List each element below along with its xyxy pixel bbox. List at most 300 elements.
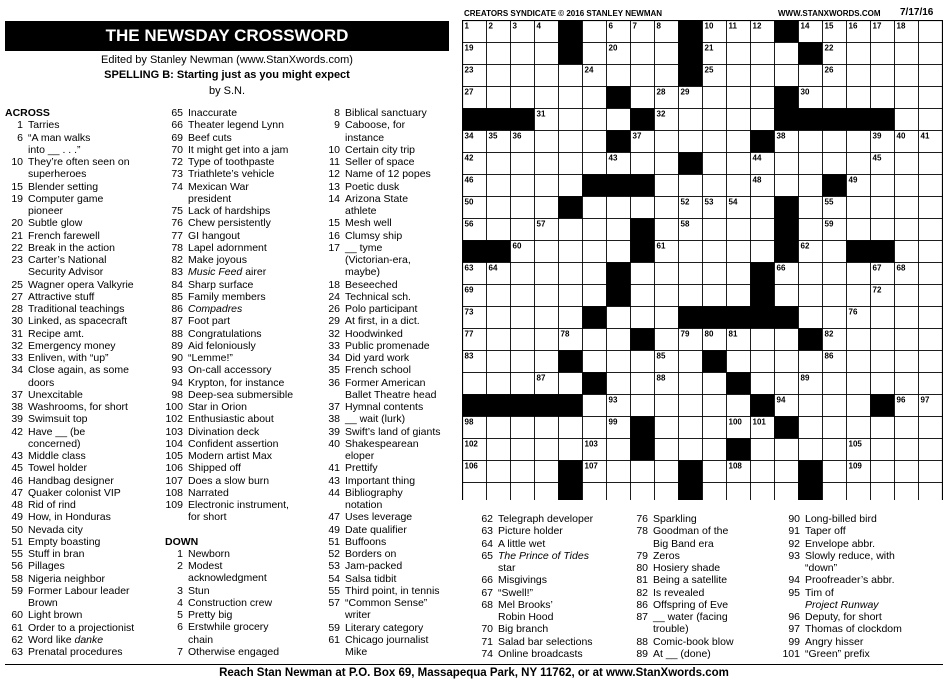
grid-cell[interactable] — [679, 439, 703, 461]
grid-cell[interactable] — [607, 307, 631, 329]
clue-text: Order to a projectionist — [28, 621, 135, 634]
grid-cell[interactable] — [655, 417, 679, 439]
grid-cell[interactable] — [535, 329, 559, 351]
grid-cell[interactable] — [919, 439, 943, 461]
grid-cell[interactable] — [727, 175, 751, 197]
grid-cell[interactable] — [727, 285, 751, 307]
grid-cell[interactable] — [775, 373, 799, 395]
grid-cell[interactable] — [919, 461, 943, 483]
grid-cell[interactable] — [583, 417, 607, 439]
grid-cell[interactable] — [847, 219, 871, 241]
grid-cell[interactable] — [895, 483, 919, 501]
grid-cell[interactable] — [487, 373, 511, 395]
grid-cell[interactable] — [487, 43, 511, 65]
grid-cell[interactable] — [535, 351, 559, 373]
grid-cell[interactable] — [655, 329, 679, 351]
grid-cell[interactable] — [535, 197, 559, 219]
grid-cell[interactable] — [895, 461, 919, 483]
grid-cell[interactable] — [583, 219, 607, 241]
grid-cell[interactable] — [559, 417, 583, 439]
grid-cell[interactable] — [511, 307, 535, 329]
grid-cell[interactable] — [511, 351, 535, 373]
grid-cell[interactable] — [895, 439, 919, 461]
grid-cell[interactable] — [751, 439, 775, 461]
grid-cell[interactable] — [583, 241, 607, 263]
grid-cell[interactable] — [919, 307, 943, 329]
grid-cell[interactable] — [511, 285, 535, 307]
clue-105 — [165, 450, 328, 462]
grid-cell[interactable] — [895, 175, 919, 197]
grid-cell[interactable] — [679, 263, 703, 285]
grid-cell[interactable] — [535, 131, 559, 153]
grid-cell[interactable] — [607, 461, 631, 483]
clue-97 — [782, 623, 942, 635]
grid-cell[interactable] — [535, 483, 559, 501]
grid-cell[interactable] — [727, 219, 751, 241]
grid-cell[interactable] — [775, 483, 799, 501]
grid-cell[interactable] — [583, 21, 607, 43]
grid-cell[interactable] — [535, 439, 559, 461]
grid-cell[interactable] — [559, 307, 583, 329]
grid-cell[interactable] — [631, 307, 655, 329]
grid-cell[interactable] — [919, 219, 943, 241]
grid-cell[interactable] — [679, 285, 703, 307]
grid-cell[interactable] — [895, 43, 919, 65]
grid-cell[interactable] — [871, 483, 895, 501]
grid-cell[interactable] — [703, 241, 727, 263]
grid-cell[interactable] — [607, 65, 631, 87]
grid-cell[interactable] — [631, 351, 655, 373]
grid-cell[interactable] — [727, 153, 751, 175]
grid-cell[interactable] — [631, 483, 655, 501]
grid-cell[interactable] — [847, 131, 871, 153]
grid-cell[interactable] — [895, 373, 919, 395]
grid-cell[interactable] — [751, 351, 775, 373]
grid-cell[interactable] — [823, 263, 847, 285]
grid-cell[interactable] — [583, 483, 607, 501]
grid-cell[interactable] — [655, 395, 679, 417]
grid-cell[interactable] — [895, 109, 919, 131]
grid-cell[interactable] — [487, 219, 511, 241]
grid-cell[interactable] — [679, 131, 703, 153]
grid-cell[interactable] — [655, 439, 679, 461]
grid-cell[interactable] — [799, 439, 823, 461]
grid-cell[interactable] — [535, 153, 559, 175]
grid-cell[interactable] — [703, 461, 727, 483]
clue-number: 103 — [165, 425, 183, 438]
grid-cell[interactable] — [871, 329, 895, 351]
grid-cell[interactable] — [823, 461, 847, 483]
grid-cell[interactable] — [655, 219, 679, 241]
grid-cell[interactable] — [799, 307, 823, 329]
grid-cell[interactable] — [919, 153, 943, 175]
grid-cell[interactable] — [919, 241, 943, 263]
clue-number: 100 — [165, 401, 183, 413]
grid-cell[interactable] — [895, 241, 919, 263]
grid-cell[interactable] — [871, 175, 895, 197]
grid-cell[interactable] — [559, 175, 583, 197]
grid-cell[interactable] — [703, 439, 727, 461]
grid-cell[interactable] — [895, 351, 919, 373]
grid-cell[interactable] — [559, 439, 583, 461]
grid-cell[interactable] — [895, 197, 919, 219]
grid-cell[interactable] — [559, 87, 583, 109]
grid-cell[interactable] — [847, 65, 871, 87]
grid-cell[interactable] — [919, 351, 943, 373]
grid-cell[interactable] — [799, 395, 823, 417]
grid-cell[interactable] — [871, 373, 895, 395]
grid-cell[interactable] — [775, 175, 799, 197]
grid-cell[interactable] — [799, 175, 823, 197]
grid-cell[interactable] — [895, 87, 919, 109]
grid-cell[interactable] — [559, 241, 583, 263]
grid-cell[interactable] — [487, 175, 511, 197]
grid-cell[interactable] — [487, 351, 511, 373]
grid-cell[interactable] — [535, 263, 559, 285]
grid-cell[interactable] — [511, 197, 535, 219]
grid-cell[interactable] — [583, 395, 607, 417]
grid-cell[interactable] — [895, 417, 919, 439]
grid-cell[interactable] — [559, 153, 583, 175]
grid-cell[interactable] — [751, 461, 775, 483]
grid-cell[interactable] — [727, 263, 751, 285]
grid-cell[interactable] — [631, 153, 655, 175]
grid-cell[interactable] — [799, 351, 823, 373]
grid-cell[interactable] — [919, 373, 943, 395]
grid-cell[interactable] — [823, 439, 847, 461]
grid-cell[interactable] — [847, 395, 871, 417]
grid-cell[interactable] — [775, 65, 799, 87]
grid-cell[interactable] — [583, 109, 607, 131]
grid-cell[interactable] — [703, 395, 727, 417]
grid-cell[interactable] — [655, 65, 679, 87]
grid-cell[interactable] — [487, 329, 511, 351]
grid-cell[interactable] — [799, 263, 823, 285]
grid-cell[interactable] — [607, 439, 631, 461]
grid-cell[interactable] — [631, 285, 655, 307]
grid-cell[interactable] — [703, 109, 727, 131]
grid-cell[interactable] — [727, 43, 751, 65]
grid-cell[interactable] — [463, 373, 487, 395]
grid-cell[interactable] — [703, 219, 727, 241]
grid-cell[interactable] — [847, 263, 871, 285]
clue-number: 106 — [165, 462, 183, 475]
grid-cell[interactable] — [871, 307, 895, 329]
grid-cell[interactable] — [607, 483, 631, 501]
grid-cell[interactable] — [535, 307, 559, 329]
grid-cell[interactable] — [871, 417, 895, 439]
grid-cell[interactable] — [559, 65, 583, 87]
grid-cell[interactable] — [703, 373, 727, 395]
grid-cell[interactable] — [919, 285, 943, 307]
grid-cell[interactable] — [607, 241, 631, 263]
grid-cell[interactable] — [703, 87, 727, 109]
clue-number: 13 — [328, 180, 340, 193]
grid-cell[interactable] — [487, 153, 511, 175]
grid-cell[interactable] — [511, 329, 535, 351]
grid-cell[interactable] — [871, 219, 895, 241]
grid-cell[interactable] — [679, 417, 703, 439]
grid-cell[interactable] — [919, 329, 943, 351]
grid-cell[interactable] — [487, 417, 511, 439]
grid-cell[interactable] — [487, 439, 511, 461]
grid-cell[interactable] — [823, 483, 847, 501]
grid-cell[interactable] — [535, 241, 559, 263]
grid-cell[interactable] — [823, 131, 847, 153]
grid-cell[interactable] — [799, 417, 823, 439]
grid-cell[interactable] — [511, 153, 535, 175]
grid-cell[interactable] — [919, 87, 943, 109]
grid-cell[interactable] — [559, 263, 583, 285]
grid-cell[interactable] — [655, 153, 679, 175]
grid-cell[interactable] — [487, 87, 511, 109]
grid-cell[interactable] — [535, 461, 559, 483]
grid-cell[interactable] — [559, 285, 583, 307]
grid-cell[interactable] — [655, 307, 679, 329]
grid-cell[interactable] — [823, 417, 847, 439]
grid-cell[interactable] — [823, 87, 847, 109]
grid-cell[interactable] — [559, 109, 583, 131]
grid-cell[interactable] — [535, 417, 559, 439]
grid-cell[interactable] — [847, 197, 871, 219]
grid-cell[interactable] — [559, 219, 583, 241]
grid-cell[interactable] — [631, 373, 655, 395]
grid-cell[interactable] — [823, 307, 847, 329]
grid-cell[interactable] — [559, 373, 583, 395]
grid-cell[interactable] — [823, 373, 847, 395]
clue-text: Otherwise engaged — [188, 645, 280, 658]
grid-cell[interactable] — [847, 483, 871, 501]
grid-cell[interactable] — [919, 417, 943, 439]
grid-cell[interactable] — [679, 351, 703, 373]
grid-cell[interactable] — [847, 373, 871, 395]
grid-cell[interactable] — [511, 219, 535, 241]
grid-cell[interactable] — [511, 43, 535, 65]
grid-cell[interactable] — [871, 87, 895, 109]
grid-cell[interactable] — [583, 87, 607, 109]
grid-cell[interactable] — [631, 87, 655, 109]
grid-cell[interactable] — [751, 109, 775, 131]
grid-cell[interactable] — [703, 131, 727, 153]
grid-cell[interactable] — [871, 351, 895, 373]
grid-cell[interactable] — [655, 175, 679, 197]
grid-cell[interactable] — [607, 109, 631, 131]
grid-cell[interactable] — [631, 65, 655, 87]
grid-cell[interactable] — [847, 329, 871, 351]
grid-cell[interactable] — [727, 87, 751, 109]
grid-cell[interactable] — [847, 351, 871, 373]
grid-cell[interactable] — [511, 373, 535, 395]
cell-number: 73 — [464, 307, 474, 317]
grid-cell[interactable] — [919, 175, 943, 197]
grid-cell[interactable] — [919, 65, 943, 87]
grid-cell[interactable] — [511, 483, 535, 501]
grid-cell[interactable] — [583, 153, 607, 175]
grid-cell[interactable] — [751, 329, 775, 351]
grid-cell[interactable] — [847, 153, 871, 175]
grid-cell[interactable] — [775, 43, 799, 65]
grid-cell[interactable] — [895, 285, 919, 307]
grid-cell[interactable] — [847, 417, 871, 439]
grid-cell[interactable] — [487, 65, 511, 87]
grid-cell[interactable] — [799, 153, 823, 175]
grid-cell[interactable] — [679, 175, 703, 197]
grid-cell[interactable] — [895, 153, 919, 175]
grid-cell[interactable] — [511, 65, 535, 87]
grid-cell[interactable] — [919, 21, 943, 43]
grid-cell[interactable] — [919, 197, 943, 219]
grid-cell[interactable] — [607, 329, 631, 351]
clue-text: Telegraph developer — [498, 513, 594, 525]
grid-cell[interactable] — [487, 461, 511, 483]
grid-cell[interactable] — [487, 197, 511, 219]
clue-86 — [165, 303, 328, 315]
grid-cell[interactable] — [703, 175, 727, 197]
cell-number: 99 — [608, 417, 618, 427]
grid-cell[interactable] — [679, 395, 703, 417]
grid-cell[interactable] — [511, 461, 535, 483]
black-square — [607, 87, 631, 109]
grid-cell[interactable] — [607, 373, 631, 395]
grid-cell[interactable] — [511, 87, 535, 109]
grid-cell[interactable] — [727, 131, 751, 153]
grid-cell[interactable] — [583, 197, 607, 219]
grid-cell[interactable] — [751, 373, 775, 395]
grid-cell[interactable] — [799, 285, 823, 307]
grid-cell[interactable] — [775, 329, 799, 351]
grid-cell[interactable] — [919, 109, 943, 131]
grid-cell[interactable] — [895, 307, 919, 329]
grid-cell[interactable] — [655, 285, 679, 307]
grid-cell[interactable] — [583, 43, 607, 65]
grid-cell[interactable] — [919, 43, 943, 65]
grid-cell[interactable] — [535, 65, 559, 87]
grid-cell[interactable] — [583, 351, 607, 373]
grid-cell[interactable] — [631, 395, 655, 417]
grid-cell[interactable] — [751, 65, 775, 87]
grid-cell[interactable] — [727, 483, 751, 501]
grid-cell[interactable] — [487, 483, 511, 501]
grid-cell[interactable] — [511, 417, 535, 439]
grid-cell[interactable] — [607, 197, 631, 219]
grid-cell[interactable] — [583, 131, 607, 153]
grid-cell[interactable] — [847, 285, 871, 307]
grid-cell[interactable] — [511, 439, 535, 461]
grid-cell[interactable] — [871, 461, 895, 483]
grid-cell[interactable] — [631, 461, 655, 483]
grid-cell[interactable] — [775, 461, 799, 483]
grid-cell[interactable] — [727, 351, 751, 373]
crossword-grid[interactable] — [462, 20, 943, 500]
grid-cell[interactable] — [631, 197, 655, 219]
grid-cell[interactable] — [679, 241, 703, 263]
grid-cell[interactable] — [727, 109, 751, 131]
grid-cell[interactable] — [607, 351, 631, 373]
grid-cell[interactable] — [823, 241, 847, 263]
grid-cell[interactable] — [535, 285, 559, 307]
grid-cell[interactable] — [655, 461, 679, 483]
grid-cell[interactable] — [799, 197, 823, 219]
grid-cell[interactable] — [631, 263, 655, 285]
grid-cell[interactable] — [751, 483, 775, 501]
grid-cell[interactable] — [799, 219, 823, 241]
grid-cell[interactable] — [679, 109, 703, 131]
grid-cell[interactable] — [823, 153, 847, 175]
grid-cell[interactable] — [823, 285, 847, 307]
grid-cell[interactable] — [895, 329, 919, 351]
grid-cell[interactable] — [607, 219, 631, 241]
grid-cell[interactable] — [703, 153, 727, 175]
clue-number: 31 — [11, 327, 23, 340]
clue-number: 70 — [481, 623, 493, 636]
grid-cell[interactable] — [871, 197, 895, 219]
grid-cell[interactable] — [679, 373, 703, 395]
grid-cell[interactable] — [511, 263, 535, 285]
grid-cell[interactable] — [799, 131, 823, 153]
grid-cell[interactable] — [823, 395, 847, 417]
clue-text: Wagner opera Valkyrie — [28, 278, 134, 291]
grid-cell[interactable] — [583, 329, 607, 351]
grid-cell[interactable] — [535, 175, 559, 197]
grid-cell[interactable] — [655, 131, 679, 153]
grid-cell[interactable] — [775, 153, 799, 175]
grid-cell[interactable] — [655, 197, 679, 219]
clue-text: A little wet — [498, 537, 546, 550]
grid-cell[interactable] — [871, 439, 895, 461]
grid-cell[interactable] — [583, 285, 607, 307]
grid-cell[interactable] — [871, 65, 895, 87]
grid-cell[interactable] — [871, 43, 895, 65]
grid-cell[interactable] — [703, 263, 727, 285]
grid-cell[interactable] — [751, 43, 775, 65]
grid-cell[interactable] — [919, 263, 943, 285]
grid-cell[interactable] — [703, 483, 727, 501]
grid-cell[interactable] — [703, 285, 727, 307]
grid-cell[interactable] — [895, 65, 919, 87]
grid-cell[interactable] — [751, 197, 775, 219]
grid-cell[interactable] — [655, 43, 679, 65]
grid-cell[interactable] — [655, 483, 679, 501]
grid-cell[interactable] — [487, 285, 511, 307]
grid-cell[interactable] — [775, 439, 799, 461]
clue-11 — [322, 156, 462, 168]
grid-cell[interactable] — [583, 263, 607, 285]
grid-cell[interactable] — [751, 87, 775, 109]
grid-cell[interactable] — [799, 65, 823, 87]
grid-cell[interactable] — [751, 241, 775, 263]
grid-cell[interactable] — [751, 219, 775, 241]
grid-cell[interactable] — [775, 285, 799, 307]
grid-cell[interactable] — [463, 483, 487, 501]
grid-cell[interactable] — [511, 175, 535, 197]
grid-cell[interactable] — [727, 395, 751, 417]
grid-cell[interactable] — [919, 483, 943, 501]
grid-cell[interactable] — [559, 131, 583, 153]
grid-cell[interactable] — [535, 43, 559, 65]
clue-number: 68 — [481, 598, 493, 611]
grid-cell[interactable] — [535, 87, 559, 109]
grid-cell[interactable] — [847, 43, 871, 65]
grid-cell[interactable] — [775, 351, 799, 373]
grid-cell[interactable] — [895, 219, 919, 241]
grid-cell[interactable] — [655, 263, 679, 285]
grid-cell[interactable] — [727, 241, 751, 263]
grid-cell[interactable] — [703, 417, 727, 439]
grid-cell[interactable] — [487, 307, 511, 329]
grid-cell[interactable] — [631, 43, 655, 65]
grid-cell[interactable] — [847, 87, 871, 109]
grid-cell[interactable] — [727, 65, 751, 87]
